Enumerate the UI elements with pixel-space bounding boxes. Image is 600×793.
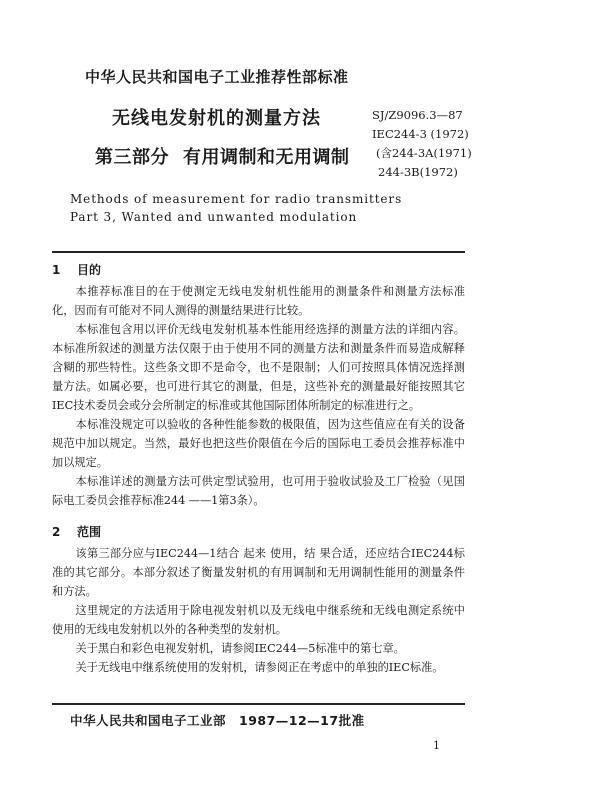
- standard-codes: [372, 106, 472, 182]
- standard-header: 中华人民共和国电子工业推荐性部标准: [85, 68, 349, 86]
- english-title-line: Part 3, Wanted and unwanted modulation: [70, 210, 358, 224]
- section-heading: [52, 524, 465, 540]
- paragraph: 关于无线电中继系统使用的发射机，请参阅正在考虑中的单独的IEC标准。: [75, 661, 444, 674]
- paragraph: 本推荐标准目的在于使测定无线电发射机性能用的测量条件和测量方法标准化，因而有可能对不同人测得的测量结果进行比较。: [52, 285, 465, 317]
- approval-footer: 中华人民共和国电子工业部 1987—12—17批准: [70, 713, 365, 728]
- paragraph: 本标准包含用以评价无线电发射机基本性能用经选择的测量方法的详细内容。本标准所叙述的测量方法仅限于由于使用不同的测量方法和测量条件而易造成解释含糊的那些特性。这些条文即不是命令，也不是限制；人们可按照具体情况选择测量方法。如属必要，也可进行其它的测量，但是，这些补充的测量最好能按照其它IEC技术委员会或分会所制定的标准或其他国际团体所制定的标准进行之。: [52, 323, 465, 412]
- paragraph: 本标准详述的测量方法可供定型试验用，也可用于验收试验及工厂检验（见国际电工委员会推荐标准244 ——1第3条）。: [52, 475, 465, 507]
- footer-divider: [52, 703, 465, 705]
- english-title: [70, 190, 402, 226]
- code-line: SJ/Z9096.3—87: [372, 108, 463, 122]
- document-subtitle: [95, 143, 350, 169]
- paragraph: 该第三部分应与IEC244—1结合 起来 使用，结 果合适，还应结合IEC244标准的其它部分。本部分叙述了衡量发射机的有用调制和无用调制性能用的测量条件和方法。: [52, 547, 465, 598]
- paragraph: 这里规定的方法适用于除电视发射机以及无线电中继系统和无线电测定系统中使用的无线电发射机以外的各种类型的发射机。: [52, 604, 465, 636]
- paragraph: 关于黑白和彩色电视发射机，请参阅IEC244—5标准中的第七章。: [75, 642, 405, 655]
- code-line: IEC244-3 (1972): [372, 127, 469, 141]
- page-number: 1: [433, 739, 440, 752]
- english-title-line: Methods of measurement for radio transmitters: [70, 192, 403, 206]
- code-line: 244-3B(1972): [378, 165, 458, 179]
- paragraph: 本标准没规定可以验收的各种性能参数的极限值，因为这些值应在有关的设备规范中加以规定。当然，最好也把这些价限值在今后的国际电工委员会推荐标准中加以规定。: [52, 418, 465, 469]
- part-label: 第三部分: [95, 147, 169, 168]
- code-line: (含244-3A(1971): [376, 146, 472, 160]
- section-number: 1: [52, 263, 61, 277]
- part-title: 有用调制和无用调制: [183, 147, 350, 168]
- section-title: 范围: [77, 525, 102, 539]
- document-body: [52, 251, 465, 793]
- section-title: 目的: [77, 263, 102, 277]
- section-body: [52, 544, 465, 677]
- header-divider: [52, 251, 465, 253]
- document-title: 无线电发射机的测量方法: [112, 108, 321, 129]
- section-body: [52, 282, 465, 510]
- section-number: 2: [52, 525, 61, 539]
- section-heading: [52, 262, 465, 278]
